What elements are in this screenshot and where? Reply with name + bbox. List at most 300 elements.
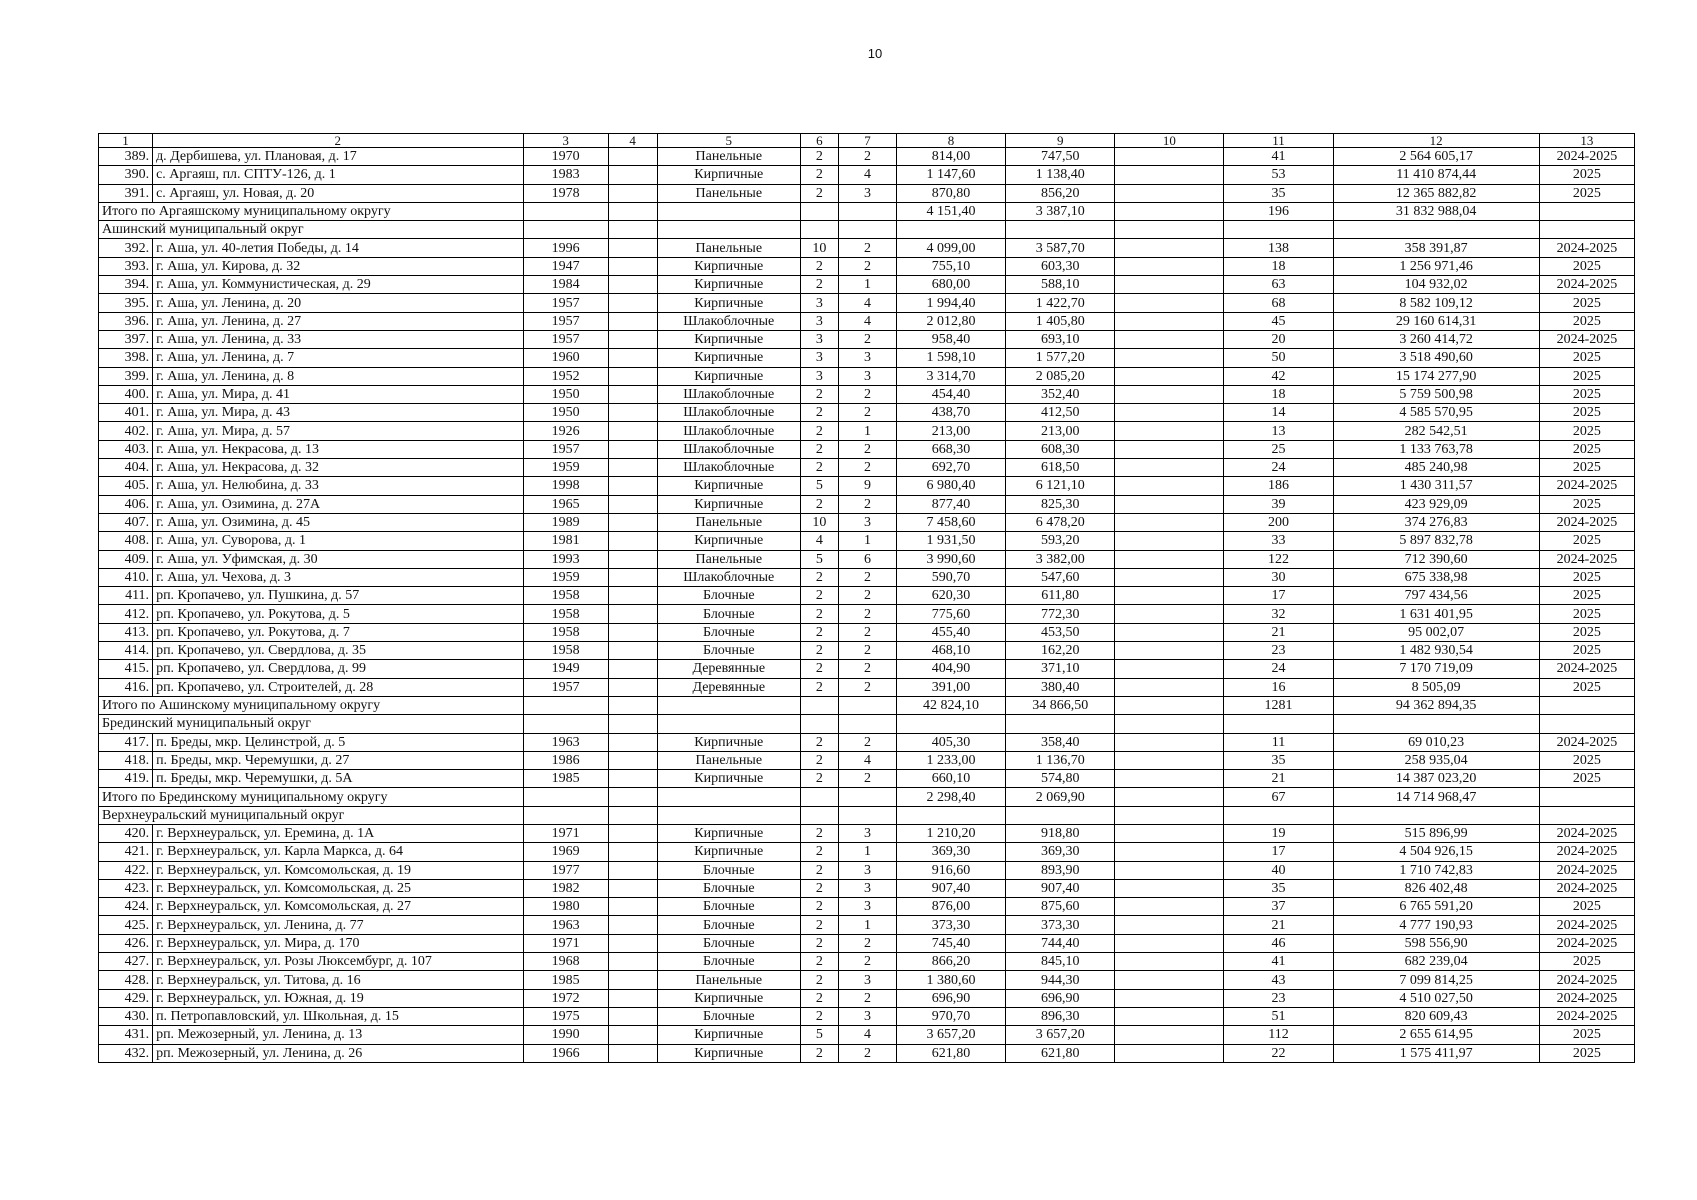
row-number: 398.: [99, 349, 153, 367]
empty-cell: [838, 696, 896, 714]
year-cell: 1982: [523, 879, 608, 897]
material-cell: Кирпичные: [657, 349, 800, 367]
year-cell: 1978: [523, 184, 608, 202]
entrances-cell: 2: [838, 257, 896, 275]
col4-cell: [608, 1044, 657, 1062]
total-area-cell: 876,00: [896, 898, 1005, 916]
floors-cell: 10: [800, 513, 838, 531]
address-cell: г. Аша, ул. Озимина, д. 27А: [153, 495, 523, 513]
col10-cell: [1115, 770, 1224, 788]
col4-cell: [608, 276, 657, 294]
cost-cell: 2 655 614,95: [1333, 1026, 1539, 1044]
year-cell: 1957: [523, 440, 608, 458]
entrances-cell: 4: [838, 1026, 896, 1044]
material-cell: Кирпичные: [657, 257, 800, 275]
cost-cell: 515 896,99: [1333, 824, 1539, 842]
entrances-cell: 1: [838, 916, 896, 934]
table-row: [99, 824, 1635, 842]
floors-cell: 10: [800, 239, 838, 257]
col4-cell: [608, 751, 657, 769]
cost-cell: 2 564 605,17: [1333, 148, 1539, 166]
address-cell: п. Бреды, мкр. Черемушки, д. 5А: [153, 770, 523, 788]
empty-cell: [523, 202, 608, 220]
address-cell: г. Верхнеуральск, ул. Комсомольская, д. 19: [153, 861, 523, 879]
cost-cell: 104 932,02: [1333, 276, 1539, 294]
column-header: 1: [99, 134, 153, 148]
row-number: 394.: [99, 276, 153, 294]
column-header: 10: [1115, 134, 1224, 148]
cost-cell: 29 160 614,31: [1333, 312, 1539, 330]
total-area-cell: 468,10: [896, 642, 1005, 660]
living-area-cell: 1 422,70: [1006, 294, 1115, 312]
cost-cell: 1 482 930,54: [1333, 642, 1539, 660]
material-cell: Блочные: [657, 953, 800, 971]
total-area-cell: 877,40: [896, 495, 1005, 513]
living-area-cell: 380,40: [1006, 678, 1115, 696]
floors-cell: 2: [800, 861, 838, 879]
total-area-cell: 907,40: [896, 879, 1005, 897]
floors-cell: 4: [800, 532, 838, 550]
cost-cell: 4 504 926,15: [1333, 843, 1539, 861]
address-cell: д. Дербишева, ул. Плановая, д. 17: [153, 148, 523, 166]
cost-cell: 94 362 894,35: [1333, 696, 1539, 714]
address-cell: г. Аша, ул. Ленина, д. 7: [153, 349, 523, 367]
empty-cell: [896, 221, 1005, 239]
empty-cell: [800, 715, 838, 733]
subtotal-label: Итого по Ашинскому муниципальному округу: [99, 696, 524, 714]
floors-cell: 2: [800, 440, 838, 458]
residents-cell: 43: [1224, 971, 1333, 989]
year-cell: 1986: [523, 751, 608, 769]
empty-cell: [800, 221, 838, 239]
living-area-cell: 162,20: [1006, 642, 1115, 660]
material-cell: Кирпичные: [657, 989, 800, 1007]
living-area-cell: 944,30: [1006, 971, 1115, 989]
total-area-cell: 391,00: [896, 678, 1005, 696]
residents-cell: 37: [1224, 898, 1333, 916]
material-cell: Кирпичные: [657, 367, 800, 385]
living-area-cell: 3 587,70: [1006, 239, 1115, 257]
col10-cell: [1115, 660, 1224, 678]
col10-cell: [1115, 898, 1224, 916]
empty-cell: [838, 221, 896, 239]
year-cell: 1957: [523, 312, 608, 330]
entrances-cell: 3: [838, 824, 896, 842]
cost-cell: 358 391,87: [1333, 239, 1539, 257]
empty-cell: [1115, 788, 1224, 806]
entrances-cell: 2: [838, 678, 896, 696]
cost-cell: 1 256 971,46: [1333, 257, 1539, 275]
year-cell: 1971: [523, 824, 608, 842]
address-cell: с. Аргаяш, пл. СПТУ-126, д. 1: [153, 166, 523, 184]
col4-cell: [608, 385, 657, 403]
empty-cell: [896, 715, 1005, 733]
period-cell: 2025: [1539, 367, 1634, 385]
total-area-cell: 916,60: [896, 861, 1005, 879]
entrances-cell: 4: [838, 166, 896, 184]
living-area-cell: 352,40: [1006, 385, 1115, 403]
total-area-cell: 866,20: [896, 953, 1005, 971]
living-area-cell: 3 382,00: [1006, 550, 1115, 568]
residents-cell: 200: [1224, 513, 1333, 531]
entrances-cell: 2: [838, 605, 896, 623]
entrances-cell: 4: [838, 751, 896, 769]
cost-cell: 712 390,60: [1333, 550, 1539, 568]
cost-cell: 1 575 411,97: [1333, 1044, 1539, 1062]
material-cell: Кирпичные: [657, 1026, 800, 1044]
column-header: 9: [1006, 134, 1115, 148]
residents-cell: 51: [1224, 1007, 1333, 1025]
living-area-cell: 772,30: [1006, 605, 1115, 623]
col10-cell: [1115, 459, 1224, 477]
residents-cell: 50: [1224, 349, 1333, 367]
year-cell: 1990: [523, 1026, 608, 1044]
period-cell: 2024-2025: [1539, 824, 1634, 842]
address-cell: г. Верхнеуральск, ул. Мира, д. 170: [153, 934, 523, 952]
living-area-cell: 693,10: [1006, 330, 1115, 348]
table-row: [99, 385, 1635, 403]
table-row: [99, 184, 1635, 202]
period-cell: 2025: [1539, 751, 1634, 769]
total-area-cell: 620,30: [896, 587, 1005, 605]
living-area-cell: 611,80: [1006, 587, 1115, 605]
residents-cell: 33: [1224, 532, 1333, 550]
entrances-cell: 2: [838, 770, 896, 788]
row-number: 416.: [99, 678, 153, 696]
row-number: 427.: [99, 953, 153, 971]
address-cell: г. Верхнеуральск, ул. Комсомольская, д. 27: [153, 898, 523, 916]
table-row: [99, 678, 1635, 696]
material-cell: Блочные: [657, 605, 800, 623]
material-cell: Кирпичные: [657, 294, 800, 312]
total-area-cell: 970,70: [896, 1007, 1005, 1025]
total-area-cell: 1 380,60: [896, 971, 1005, 989]
col4-cell: [608, 257, 657, 275]
living-area-cell: 618,50: [1006, 459, 1115, 477]
col10-cell: [1115, 587, 1224, 605]
address-cell: рп. Кропачево, ул. Рокутова, д. 7: [153, 623, 523, 641]
col4-cell: [608, 1007, 657, 1025]
row-number: 393.: [99, 257, 153, 275]
address-cell: г. Аша, ул. Мира, д. 43: [153, 404, 523, 422]
floors-cell: 2: [800, 385, 838, 403]
year-cell: 1980: [523, 898, 608, 916]
empty-cell: [1539, 202, 1634, 220]
address-cell: рп. Межозерный, ул. Ленина, д. 13: [153, 1026, 523, 1044]
year-cell: 1996: [523, 239, 608, 257]
material-cell: Панельные: [657, 184, 800, 202]
period-cell: 2024-2025: [1539, 550, 1634, 568]
empty-cell: [1539, 806, 1634, 824]
empty-cell: [1115, 221, 1224, 239]
total-area-cell: 454,40: [896, 385, 1005, 403]
section-header-row: [99, 806, 1635, 824]
col4-cell: [608, 898, 657, 916]
cost-cell: 1 430 311,57: [1333, 477, 1539, 495]
entrances-cell: 2: [838, 404, 896, 422]
floors-cell: 2: [800, 989, 838, 1007]
cost-cell: 1 631 401,95: [1333, 605, 1539, 623]
col4-cell: [608, 148, 657, 166]
address-cell: г. Верхнеуральск, ул. Южная, д. 19: [153, 989, 523, 1007]
period-cell: 2025: [1539, 770, 1634, 788]
residents-cell: 22: [1224, 1044, 1333, 1062]
entrances-cell: 4: [838, 294, 896, 312]
period-cell: 2024-2025: [1539, 330, 1634, 348]
year-cell: 1989: [523, 513, 608, 531]
year-cell: 1984: [523, 276, 608, 294]
cost-cell: 826 402,48: [1333, 879, 1539, 897]
table-row: [99, 1007, 1635, 1025]
cost-cell: 3 518 490,60: [1333, 349, 1539, 367]
residents-cell: 41: [1224, 148, 1333, 166]
floors-cell: 2: [800, 733, 838, 751]
living-area-cell: 608,30: [1006, 440, 1115, 458]
material-cell: Панельные: [657, 148, 800, 166]
total-area-cell: 4 099,00: [896, 239, 1005, 257]
period-cell: 2024-2025: [1539, 477, 1634, 495]
empty-cell: [1224, 221, 1333, 239]
total-area-cell: 42 824,10: [896, 696, 1005, 714]
table-row: [99, 367, 1635, 385]
residents-cell: 23: [1224, 642, 1333, 660]
residents-cell: 35: [1224, 751, 1333, 769]
year-cell: 1958: [523, 642, 608, 660]
residents-cell: 21: [1224, 916, 1333, 934]
address-cell: г. Аша, ул. Некрасова, д. 32: [153, 459, 523, 477]
material-cell: Блочные: [657, 879, 800, 897]
cost-cell: 423 929,09: [1333, 495, 1539, 513]
col10-cell: [1115, 605, 1224, 623]
section-label: Брединский муниципальный округ: [99, 715, 524, 733]
living-area-cell: 744,40: [1006, 934, 1115, 952]
column-header: 13: [1539, 134, 1634, 148]
total-area-cell: 590,70: [896, 568, 1005, 586]
empty-cell: [1006, 806, 1115, 824]
subtotal-row: [99, 202, 1635, 220]
column-header: 8: [896, 134, 1005, 148]
cost-cell: 11 410 874,44: [1333, 166, 1539, 184]
living-area-cell: 373,30: [1006, 916, 1115, 934]
entrances-cell: 2: [838, 440, 896, 458]
section-header-row: [99, 715, 1635, 733]
entrances-cell: 4: [838, 312, 896, 330]
cost-cell: 258 935,04: [1333, 751, 1539, 769]
total-area-cell: 405,30: [896, 733, 1005, 751]
col10-cell: [1115, 623, 1224, 641]
total-area-cell: 958,40: [896, 330, 1005, 348]
residents-cell: 14: [1224, 404, 1333, 422]
floors-cell: 2: [800, 1044, 838, 1062]
entrances-cell: 3: [838, 349, 896, 367]
entrances-cell: 2: [838, 733, 896, 751]
total-area-cell: 692,70: [896, 459, 1005, 477]
table-row: [99, 953, 1635, 971]
col10-cell: [1115, 166, 1224, 184]
year-cell: 1957: [523, 678, 608, 696]
table-row: [99, 568, 1635, 586]
total-area-cell: 2 012,80: [896, 312, 1005, 330]
address-cell: рп. Кропачево, ул. Рокутова, д. 5: [153, 605, 523, 623]
table-row: [99, 550, 1635, 568]
living-area-cell: 588,10: [1006, 276, 1115, 294]
col10-cell: [1115, 513, 1224, 531]
empty-cell: [608, 696, 657, 714]
total-area-cell: 1 147,60: [896, 166, 1005, 184]
period-cell: 2024-2025: [1539, 1007, 1634, 1025]
col4-cell: [608, 404, 657, 422]
address-cell: г. Верхнеуральск, ул. Розы Люксембург, д. 107: [153, 953, 523, 971]
table-row: [99, 148, 1635, 166]
total-area-cell: 3 657,20: [896, 1026, 1005, 1044]
col4-cell: [608, 513, 657, 531]
residents-cell: 32: [1224, 605, 1333, 623]
entrances-cell: 1: [838, 276, 896, 294]
year-cell: 1968: [523, 953, 608, 971]
col10-cell: [1115, 404, 1224, 422]
year-cell: 1981: [523, 532, 608, 550]
floors-cell: 2: [800, 642, 838, 660]
empty-cell: [523, 788, 608, 806]
total-area-cell: 438,70: [896, 404, 1005, 422]
empty-cell: [1333, 221, 1539, 239]
material-cell: Кирпичные: [657, 276, 800, 294]
row-number: 429.: [99, 989, 153, 1007]
table-row: [99, 971, 1635, 989]
living-area-cell: 747,50: [1006, 148, 1115, 166]
floors-cell: 3: [800, 330, 838, 348]
col4-cell: [608, 770, 657, 788]
residents-cell: 45: [1224, 312, 1333, 330]
residents-cell: 67: [1224, 788, 1333, 806]
empty-cell: [657, 715, 800, 733]
floors-cell: 5: [800, 1026, 838, 1044]
entrances-cell: 2: [838, 642, 896, 660]
col4-cell: [608, 440, 657, 458]
period-cell: 2025: [1539, 257, 1634, 275]
row-number: 432.: [99, 1044, 153, 1062]
table-row: [99, 660, 1635, 678]
period-cell: 2025: [1539, 349, 1634, 367]
year-cell: 1947: [523, 257, 608, 275]
empty-cell: [1333, 715, 1539, 733]
floors-cell: 2: [800, 257, 838, 275]
living-area-cell: 574,80: [1006, 770, 1115, 788]
material-cell: Кирпичные: [657, 330, 800, 348]
cost-cell: 5 897 832,78: [1333, 532, 1539, 550]
section-label: Ашинский муниципальный округ: [99, 221, 524, 239]
col10-cell: [1115, 294, 1224, 312]
year-cell: 1957: [523, 294, 608, 312]
material-cell: Блочные: [657, 642, 800, 660]
col4-cell: [608, 239, 657, 257]
cost-cell: 282 542,51: [1333, 422, 1539, 440]
period-cell: 2025: [1539, 312, 1634, 330]
col10-cell: [1115, 879, 1224, 897]
residents-cell: 21: [1224, 770, 1333, 788]
period-cell: 2025: [1539, 1044, 1634, 1062]
table-row: [99, 916, 1635, 934]
period-cell: 2025: [1539, 898, 1634, 916]
year-cell: 1971: [523, 934, 608, 952]
row-number: 389.: [99, 148, 153, 166]
table-row: [99, 239, 1635, 257]
col4-cell: [608, 312, 657, 330]
col4-cell: [608, 459, 657, 477]
col10-cell: [1115, 440, 1224, 458]
total-area-cell: 1 598,10: [896, 349, 1005, 367]
col10-cell: [1115, 550, 1224, 568]
living-area-cell: 453,50: [1006, 623, 1115, 641]
period-cell: 2025: [1539, 440, 1634, 458]
residents-cell: 19: [1224, 824, 1333, 842]
living-area-cell: 593,20: [1006, 532, 1115, 550]
col4-cell: [608, 605, 657, 623]
period-cell: 2024-2025: [1539, 916, 1634, 934]
floors-cell: 2: [800, 953, 838, 971]
period-cell: 2025: [1539, 294, 1634, 312]
row-number: 420.: [99, 824, 153, 842]
total-area-cell: 680,00: [896, 276, 1005, 294]
floors-cell: 2: [800, 605, 838, 623]
living-area-cell: 845,10: [1006, 953, 1115, 971]
empty-cell: [800, 696, 838, 714]
year-cell: 1957: [523, 330, 608, 348]
floors-cell: 3: [800, 294, 838, 312]
living-area-cell: 1 136,70: [1006, 751, 1115, 769]
row-number: 391.: [99, 184, 153, 202]
residents-cell: 18: [1224, 385, 1333, 403]
period-cell: 2024-2025: [1539, 843, 1634, 861]
col10-cell: [1115, 934, 1224, 952]
material-cell: Деревянные: [657, 660, 800, 678]
col10-cell: [1115, 367, 1224, 385]
cost-cell: 15 174 277,90: [1333, 367, 1539, 385]
col10-cell: [1115, 257, 1224, 275]
period-cell: 2024-2025: [1539, 861, 1634, 879]
address-cell: г. Верхнеуральск, ул. Титова, д. 16: [153, 971, 523, 989]
empty-cell: [608, 715, 657, 733]
cost-cell: 12 365 882,82: [1333, 184, 1539, 202]
floors-cell: 2: [800, 1007, 838, 1025]
row-number: 408.: [99, 532, 153, 550]
col4-cell: [608, 184, 657, 202]
entrances-cell: 2: [838, 1044, 896, 1062]
row-number: 392.: [99, 239, 153, 257]
address-cell: г. Аша, ул. Озимина, д. 45: [153, 513, 523, 531]
table-row: [99, 532, 1635, 550]
entrances-cell: 2: [838, 989, 896, 1007]
row-number: 404.: [99, 459, 153, 477]
floors-cell: 2: [800, 184, 838, 202]
floors-cell: 2: [800, 404, 838, 422]
empty-cell: [1539, 715, 1634, 733]
row-number: 397.: [99, 330, 153, 348]
residents-cell: 42: [1224, 367, 1333, 385]
cost-cell: 8 582 109,12: [1333, 294, 1539, 312]
row-number: 419.: [99, 770, 153, 788]
total-area-cell: 455,40: [896, 623, 1005, 641]
residents-cell: 122: [1224, 550, 1333, 568]
residents-cell: 17: [1224, 587, 1333, 605]
material-cell: Деревянные: [657, 678, 800, 696]
col10-cell: [1115, 330, 1224, 348]
entrances-cell: 1: [838, 532, 896, 550]
residents-cell: 138: [1224, 239, 1333, 257]
entrances-cell: 2: [838, 459, 896, 477]
material-cell: Кирпичные: [657, 166, 800, 184]
entrances-cell: 2: [838, 495, 896, 513]
